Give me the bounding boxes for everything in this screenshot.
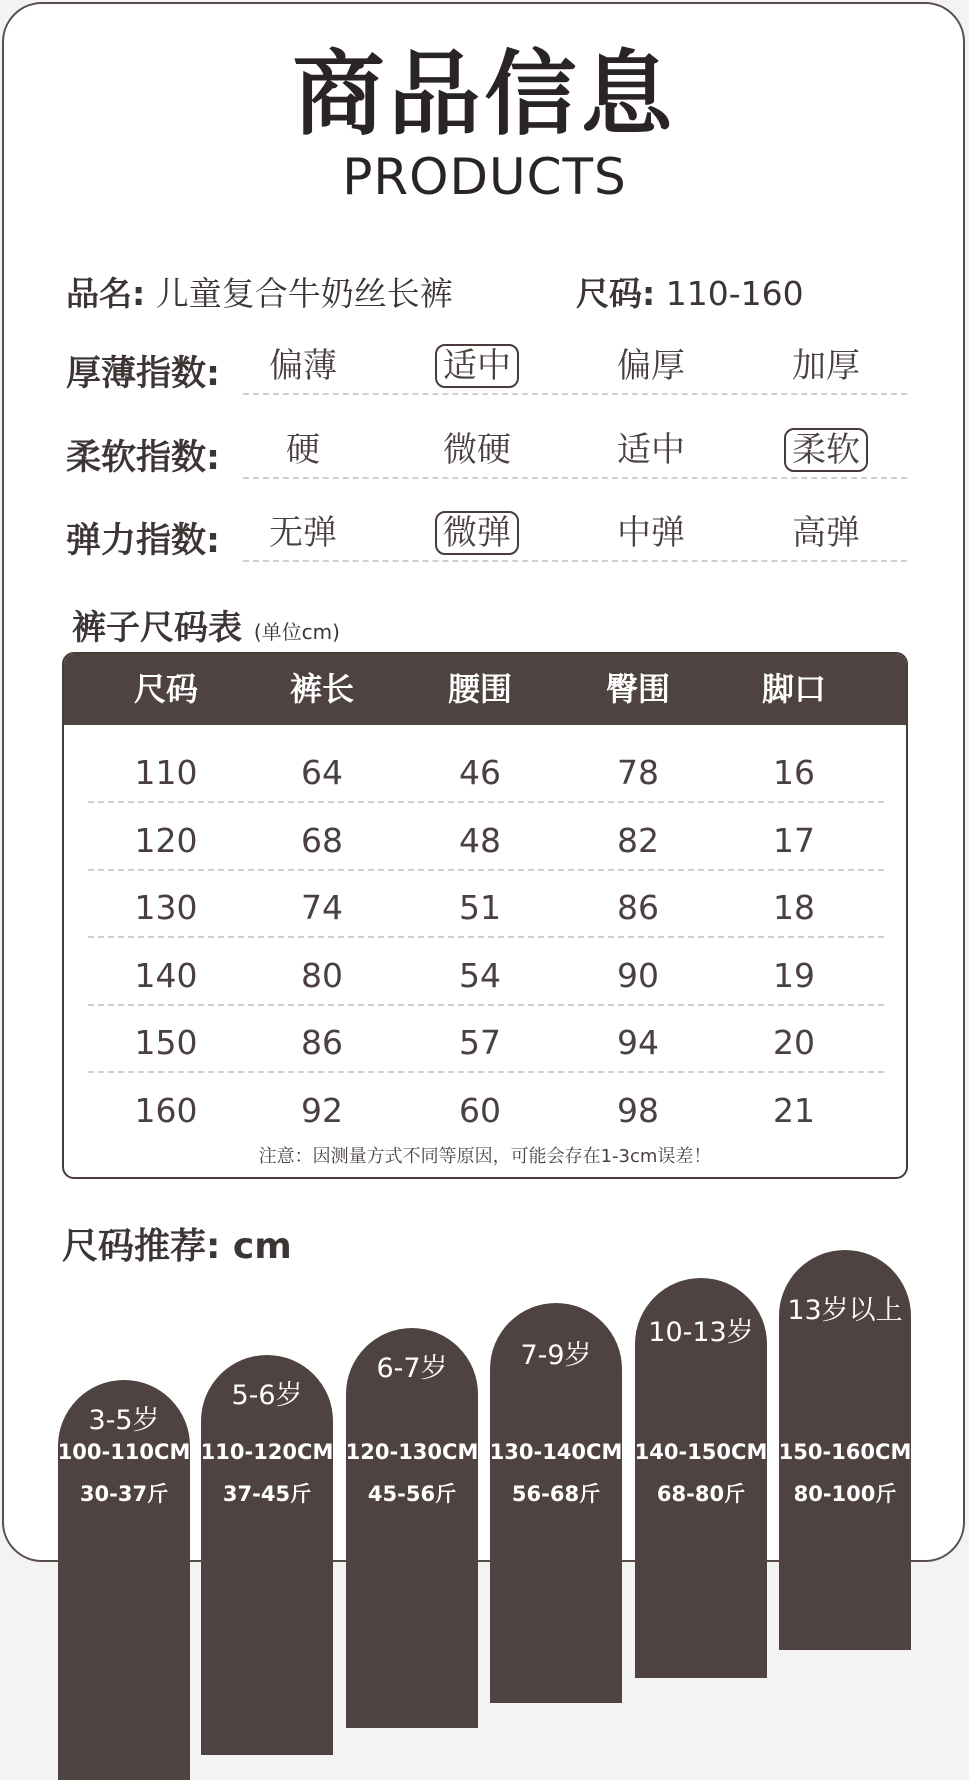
recommend-weight: 56-68斤 bbox=[511, 1482, 601, 1506]
table-cell: 98 bbox=[617, 1090, 659, 1130]
recommend-weight: 80-100斤 bbox=[793, 1482, 897, 1506]
table-cell: 92 bbox=[301, 1090, 343, 1130]
table-row bbox=[64, 1009, 906, 1076]
table-header-cell: 臀围 bbox=[605, 670, 670, 708]
index-option bbox=[596, 511, 706, 555]
table-cell: 17 bbox=[773, 820, 815, 860]
table-row bbox=[64, 942, 906, 1009]
table-row bbox=[64, 739, 906, 806]
recommend-size: 140-150CM bbox=[634, 1440, 768, 1464]
table-cell: 57 bbox=[459, 1023, 501, 1062]
index-option-selected bbox=[771, 428, 881, 472]
index-option-text: 高弹 bbox=[792, 513, 860, 553]
table-row bbox=[64, 807, 906, 874]
product-size-value: 110-160 bbox=[665, 274, 804, 313]
index-option bbox=[248, 344, 358, 388]
table-cell: 140 bbox=[134, 955, 198, 995]
table-header-cell: 脚口 bbox=[761, 670, 826, 708]
recommend-size: 120-130CM bbox=[345, 1440, 479, 1464]
page-title: 商品信息 bbox=[292, 41, 677, 148]
recommend-age: 3-5岁 bbox=[88, 1405, 160, 1436]
size-recommend-card bbox=[58, 1380, 190, 1780]
product-size-label: 尺码: bbox=[576, 274, 656, 313]
table-cell: 80 bbox=[301, 955, 343, 995]
size-table bbox=[62, 652, 908, 1179]
table-row bbox=[64, 874, 906, 941]
table-cell: 20 bbox=[773, 1023, 815, 1062]
index-label: 柔软指数: bbox=[66, 438, 220, 478]
table-cell: 82 bbox=[617, 820, 659, 860]
index-divider bbox=[243, 560, 907, 562]
table-cell: 86 bbox=[617, 888, 659, 927]
size-table-title bbox=[72, 600, 340, 649]
table-row-divider bbox=[88, 1071, 884, 1073]
page-subtitle: PRODUCTS bbox=[342, 148, 627, 206]
table-cell: 21 bbox=[773, 1090, 815, 1130]
table-cell: 150 bbox=[134, 1023, 198, 1062]
table-cell: 19 bbox=[773, 955, 815, 995]
index-option-text: 无弹 bbox=[269, 513, 337, 553]
size-table-header bbox=[64, 654, 906, 725]
recommend-size: 150-160CM bbox=[778, 1440, 912, 1464]
recommend-age: 7-9岁 bbox=[520, 1340, 592, 1371]
table-cell: 94 bbox=[617, 1023, 659, 1062]
recommend-age: 5-6岁 bbox=[231, 1380, 303, 1411]
table-cell: 48 bbox=[459, 820, 501, 860]
size-recommend-card bbox=[346, 1328, 478, 1728]
table-row-divider bbox=[88, 1004, 884, 1006]
table-row bbox=[64, 1077, 906, 1144]
table-cell: 120 bbox=[134, 820, 198, 860]
table-cell: 54 bbox=[459, 955, 501, 995]
index-option bbox=[596, 344, 706, 388]
table-cell: 160 bbox=[134, 1090, 198, 1130]
table-header-cell: 腰围 bbox=[447, 670, 512, 708]
index-option-selected bbox=[422, 344, 532, 388]
table-cell: 60 bbox=[459, 1090, 501, 1130]
recommend-weight: 68-80斤 bbox=[656, 1482, 746, 1506]
index-option bbox=[422, 428, 532, 472]
index-option-text: 微硬 bbox=[443, 430, 511, 470]
table-cell: 18 bbox=[773, 888, 815, 927]
size-recommend-card bbox=[779, 1250, 911, 1650]
index-option-text: 加厚 bbox=[792, 346, 860, 386]
recommend-weight: 30-37斤 bbox=[79, 1482, 169, 1506]
product-size bbox=[576, 268, 804, 315]
index-option bbox=[771, 344, 881, 388]
size-table-note: 注意：因测量方式不同等原因，可能会存在1-3cm误差！ bbox=[258, 1146, 712, 1167]
index-option-text: 微弹 bbox=[435, 511, 519, 555]
product-name-value: 儿童复合牛奶丝长裤 bbox=[155, 274, 453, 313]
index-option-text: 硬 bbox=[286, 430, 320, 470]
index-label: 厚薄指数: bbox=[66, 354, 220, 394]
index-option-text: 适中 bbox=[435, 344, 519, 388]
recommend-age: 13岁以上 bbox=[787, 1295, 903, 1326]
size-recommend-card bbox=[490, 1303, 622, 1703]
table-cell: 110 bbox=[134, 753, 198, 792]
table-header-cell: 裤长 bbox=[289, 670, 354, 708]
index-option-selected bbox=[422, 511, 532, 555]
product-name bbox=[66, 268, 453, 315]
recommend-age: 10-13岁 bbox=[648, 1317, 754, 1348]
recommend-weight: 37-45斤 bbox=[222, 1482, 312, 1506]
index-option bbox=[248, 511, 358, 555]
recommend-age: 6-7岁 bbox=[376, 1353, 448, 1384]
index-option-text: 偏薄 bbox=[269, 346, 337, 386]
recommend-size: 110-120CM bbox=[200, 1440, 334, 1464]
recommend-title: 尺码推荐: cm bbox=[62, 1226, 292, 1267]
table-cell: 51 bbox=[459, 888, 501, 927]
recommend-size: 130-140CM bbox=[489, 1440, 623, 1464]
product-name-label: 品名: bbox=[66, 274, 146, 313]
index-option-text: 中弹 bbox=[617, 513, 685, 553]
table-cell: 68 bbox=[301, 820, 343, 860]
size-table-title-text: 裤子尺码表 bbox=[72, 608, 242, 648]
index-divider bbox=[243, 477, 907, 479]
recommend-size: 100-110CM bbox=[57, 1440, 191, 1464]
size-recommend-card bbox=[201, 1355, 333, 1755]
size-recommend-card bbox=[635, 1278, 767, 1678]
index-option bbox=[248, 428, 358, 472]
index-divider bbox=[243, 393, 907, 395]
index-option-text: 柔软 bbox=[784, 428, 868, 472]
table-cell: 90 bbox=[617, 955, 659, 995]
table-cell: 86 bbox=[301, 1023, 343, 1062]
table-cell: 64 bbox=[301, 753, 343, 792]
table-cell: 46 bbox=[459, 753, 501, 792]
table-cell: 78 bbox=[617, 753, 659, 792]
size-table-unit: (单位cm) bbox=[253, 620, 340, 644]
table-row-divider bbox=[88, 936, 884, 938]
table-row-divider bbox=[88, 801, 884, 803]
index-option bbox=[596, 428, 706, 472]
table-cell: 16 bbox=[773, 753, 815, 792]
table-header-cell: 尺码 bbox=[133, 670, 198, 708]
index-option-text: 适中 bbox=[617, 430, 685, 470]
index-option bbox=[771, 511, 881, 555]
index-label: 弹力指数: bbox=[66, 521, 220, 561]
table-cell: 130 bbox=[134, 888, 198, 927]
table-cell: 74 bbox=[301, 888, 343, 927]
recommend-weight: 45-56斤 bbox=[367, 1482, 457, 1506]
index-option-text: 偏厚 bbox=[617, 346, 685, 386]
table-row-divider bbox=[88, 869, 884, 871]
